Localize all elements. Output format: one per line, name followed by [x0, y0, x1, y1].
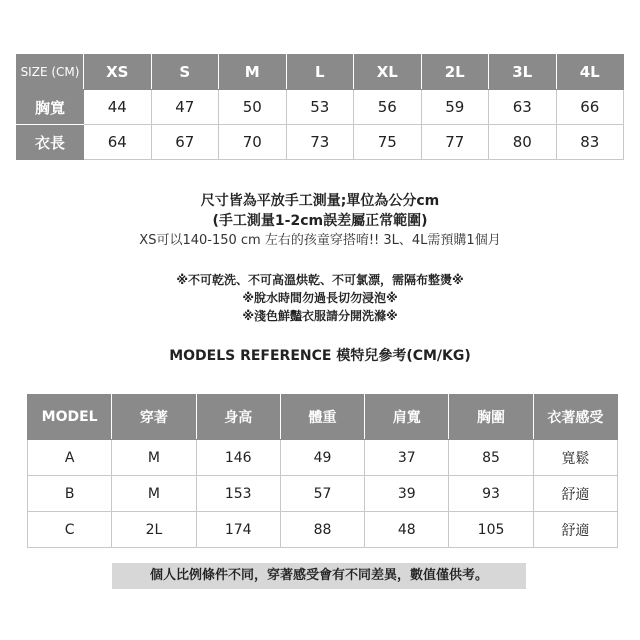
models-cell: 85: [449, 440, 533, 476]
care-note-line: ※淺色鮮豔衣服請分開洗滌※: [242, 309, 398, 323]
models-cell: 57: [280, 476, 364, 512]
size-cell: 83: [556, 125, 624, 160]
models-header-cell: 身高: [196, 395, 280, 440]
size-cell: 67: [151, 125, 219, 160]
size-cell: 63: [489, 90, 557, 125]
size-row-label: 衣長: [17, 125, 84, 160]
models-cell: A: [28, 440, 112, 476]
models-cell: 2L: [112, 512, 196, 548]
models-cell: 174: [196, 512, 280, 548]
size-header-cell: L: [286, 55, 354, 90]
table-row: [28, 512, 618, 548]
models-cell: 48: [365, 512, 449, 548]
table-row: [28, 476, 618, 512]
size-cell: 59: [421, 90, 489, 125]
size-row-length: [17, 125, 624, 160]
size-cell: 44: [84, 90, 152, 125]
measure-note-line: XS可以140-150 cm 左右的孩童穿搭唷!! 3L、4L需預購1個月: [139, 233, 501, 248]
size-header-cell: 2L: [421, 55, 489, 90]
size-cell: 70: [219, 125, 287, 160]
size-cell: 47: [151, 90, 219, 125]
size-row-label: 胸寬: [17, 90, 84, 125]
models-cell: 153: [196, 476, 280, 512]
models-header-cell: 胸圍: [449, 395, 533, 440]
models-cell: 88: [280, 512, 364, 548]
models-title: MODELS REFERENCE 模特兒參考(CM/KG): [169, 348, 471, 364]
measure-note-line: (手工測量1-2cm誤差屬正常範圍): [212, 213, 428, 229]
models-cell: 37: [365, 440, 449, 476]
size-header-cell: S: [151, 55, 219, 90]
models-cell: 舒適: [533, 512, 617, 548]
models-cell: C: [28, 512, 112, 548]
size-header-row: [17, 55, 624, 90]
models-header-cell: 肩寬: [365, 395, 449, 440]
size-header-cell: XS: [84, 55, 152, 90]
models-cell: 舒適: [533, 476, 617, 512]
models-cell: 49: [280, 440, 364, 476]
measure-notes: [0, 191, 640, 251]
models-cell: M: [112, 476, 196, 512]
models-header-cell: 穿著: [112, 395, 196, 440]
size-cell: 80: [489, 125, 557, 160]
size-table: [16, 54, 624, 160]
size-cell: 56: [354, 90, 422, 125]
models-cell: 39: [365, 476, 449, 512]
size-row-chest: [17, 90, 624, 125]
models-header-cell: 體重: [280, 395, 364, 440]
size-cell: 53: [286, 90, 354, 125]
models-cell: M: [112, 440, 196, 476]
disclaimer-note: 個人比例條件不同，穿著感受會有不同差異，數值僅供考。: [112, 563, 526, 589]
size-header-cell: 3L: [489, 55, 557, 90]
care-note-line: ※不可乾洗、不可高溫烘乾、不可氯漂，需隔布整燙※: [176, 273, 464, 287]
size-header-label: SIZE (CM): [17, 55, 84, 90]
size-cell: 50: [219, 90, 287, 125]
models-header-cell: 衣著感受: [533, 395, 617, 440]
size-cell: 77: [421, 125, 489, 160]
models-header-cell: MODEL: [28, 395, 112, 440]
size-header-cell: XL: [354, 55, 422, 90]
measure-note-line: 尺寸皆為平放手工測量;單位為公分cm: [200, 193, 440, 209]
size-cell: 73: [286, 125, 354, 160]
size-header-cell: M: [219, 55, 287, 90]
care-notes: [0, 271, 640, 325]
models-cell: 146: [196, 440, 280, 476]
size-cell: 66: [556, 90, 624, 125]
models-header-row: [28, 395, 618, 440]
size-cell: 64: [84, 125, 152, 160]
models-cell: 105: [449, 512, 533, 548]
models-table: [27, 394, 618, 548]
table-row: [28, 440, 618, 476]
size-header-cell: 4L: [556, 55, 624, 90]
size-cell: 75: [354, 125, 422, 160]
models-cell: 93: [449, 476, 533, 512]
care-note-line: ※脫水時間勿過長切勿浸泡※: [242, 291, 398, 305]
models-cell: 寬鬆: [533, 440, 617, 476]
models-cell: B: [28, 476, 112, 512]
